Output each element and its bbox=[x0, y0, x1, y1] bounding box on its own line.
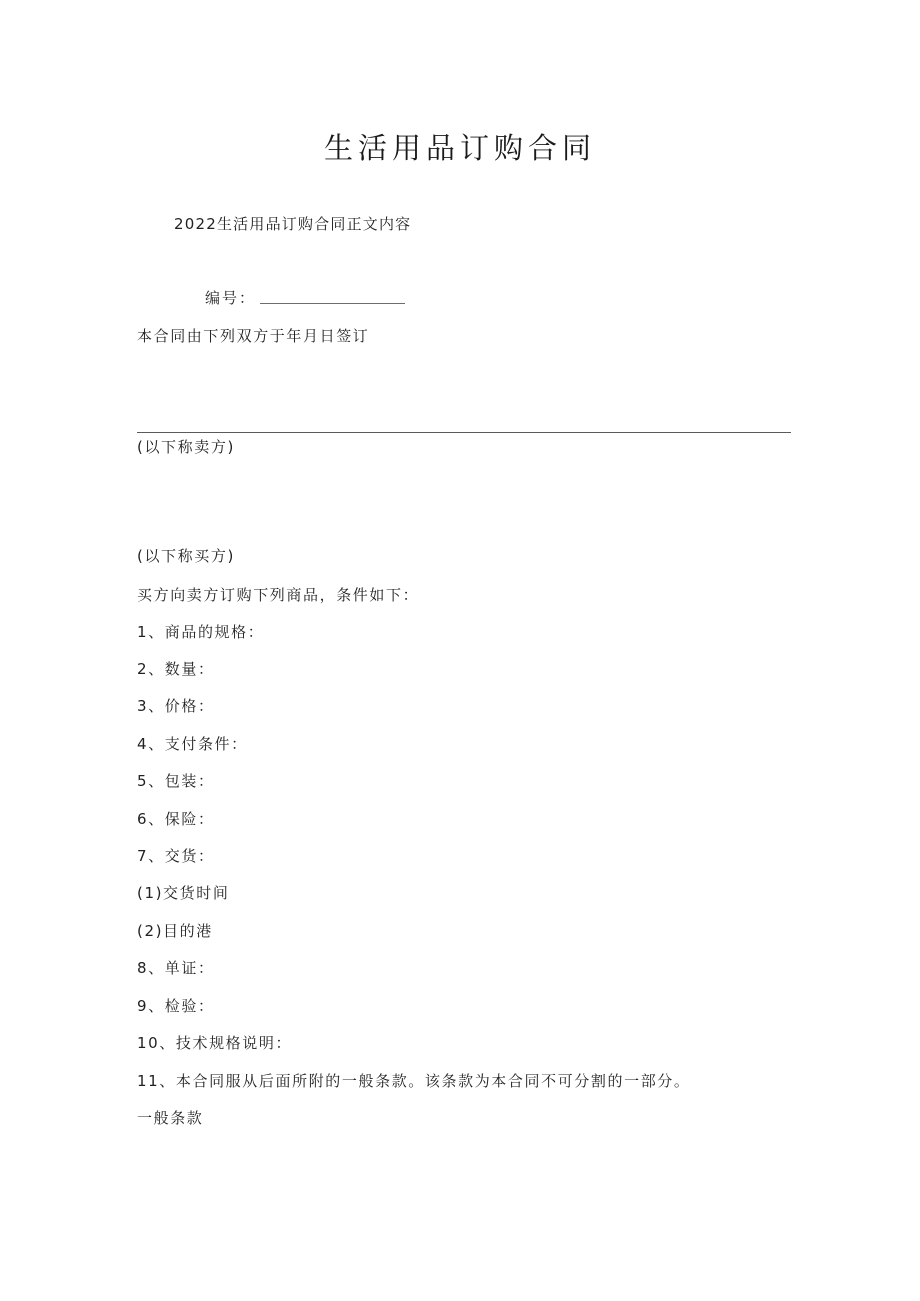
document-title: 生活用品订购合同 bbox=[323, 131, 596, 165]
clause-item: 11、本合同服从后面所附的一般条款。该条款为本合同不可分割的一部分。 bbox=[137, 1072, 691, 1090]
clause-item: 10、技术规格说明： bbox=[137, 1034, 293, 1052]
clause-item: 4、支付条件： bbox=[137, 735, 248, 753]
general-terms-heading: 一般条款 bbox=[137, 1109, 204, 1127]
buyer-label: (以下称买方) bbox=[137, 547, 235, 565]
clause-subitem: (1)交货时间 bbox=[137, 884, 230, 902]
clause-item: 2、数量： bbox=[137, 660, 215, 678]
seller-name-line bbox=[137, 432, 791, 433]
contract-number-blank bbox=[260, 303, 405, 304]
clause-item: 3、价格： bbox=[137, 697, 215, 715]
clause-item: 6、保险： bbox=[137, 810, 215, 828]
clause-item: 9、检验： bbox=[137, 997, 215, 1015]
clause-subitem: (2)目的港 bbox=[137, 922, 213, 940]
clause-item: 5、包装： bbox=[137, 772, 215, 790]
clause-item: 8、单证： bbox=[137, 959, 215, 977]
contract-intro: 本合同由下列双方于年月日签订 bbox=[137, 327, 370, 345]
clause-item: 1、商品的规格： bbox=[137, 623, 265, 641]
purchase-intro: 买方向卖方订购下列商品，条件如下： bbox=[137, 586, 420, 604]
document-subtitle: 2022生活用品订购合同正文内容 bbox=[174, 215, 412, 233]
clause-item: 7、交货： bbox=[137, 847, 215, 865]
seller-label: (以下称卖方) bbox=[137, 438, 235, 456]
contract-number-label: 编号： bbox=[205, 289, 257, 307]
